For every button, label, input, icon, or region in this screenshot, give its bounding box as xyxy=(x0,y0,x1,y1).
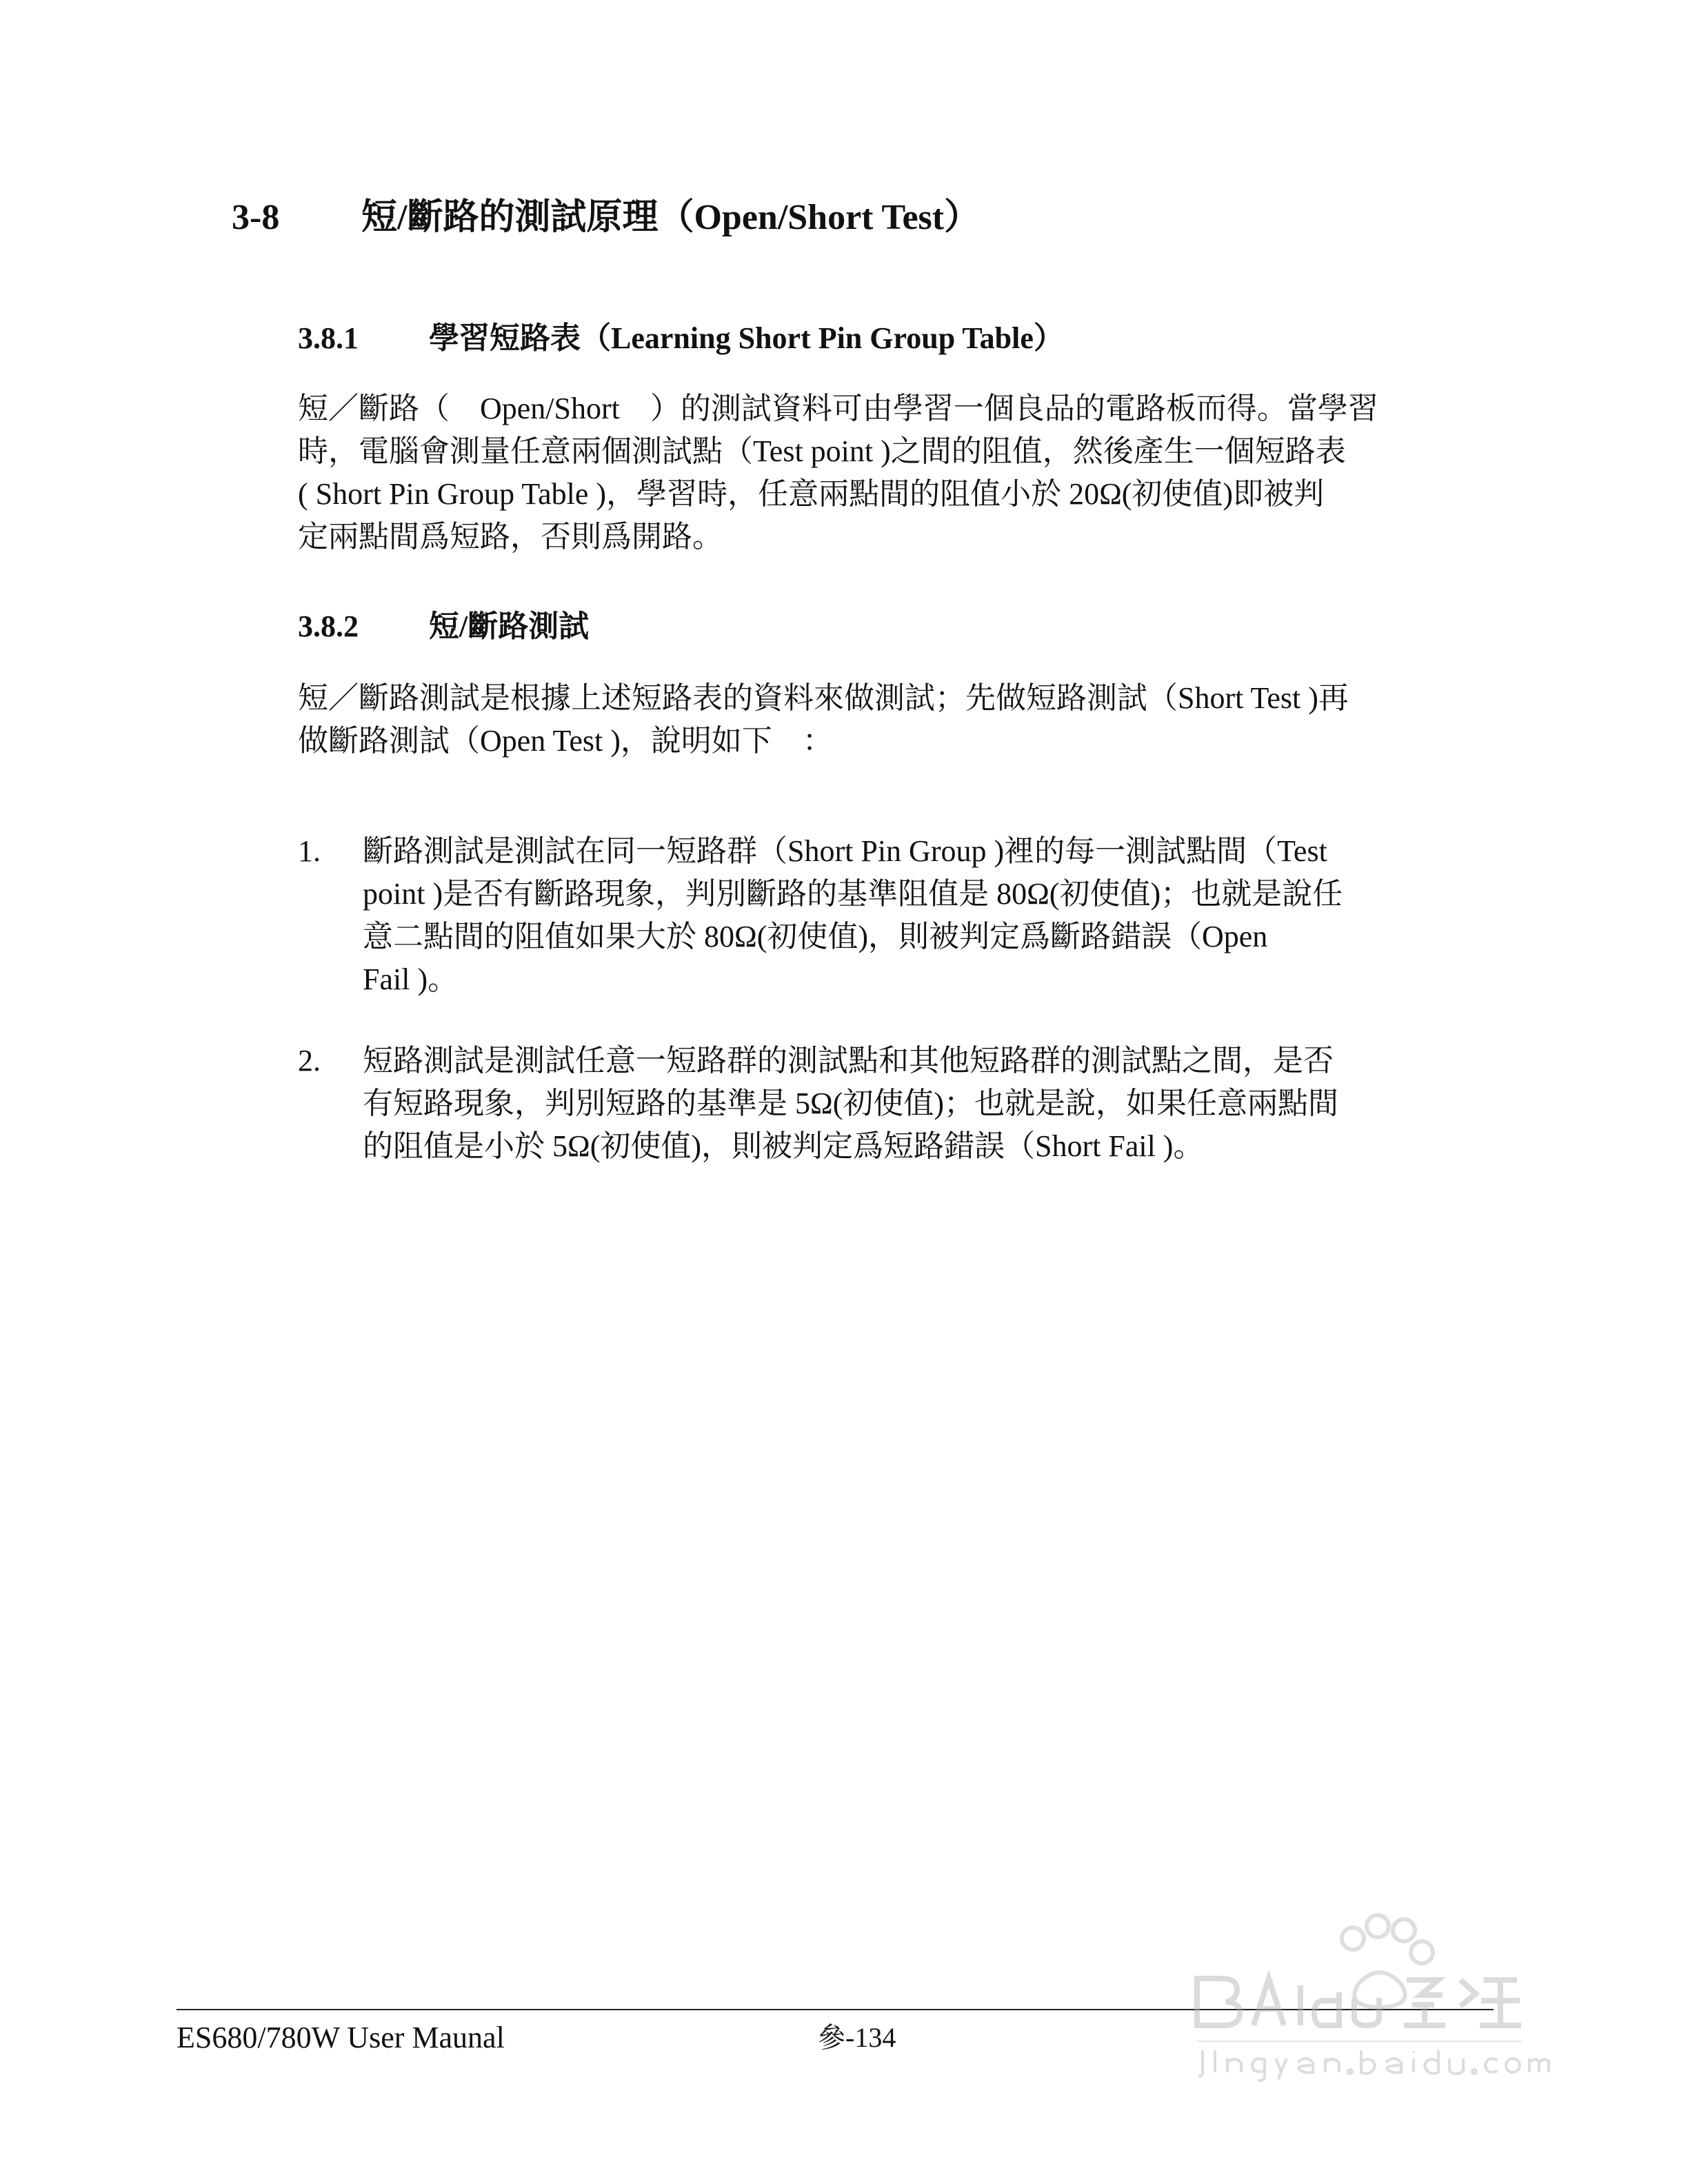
paragraph-line: 短／斷路（ Open/Short ）的測試資料可由學習一個良品的電路板而得。當學習 xyxy=(298,392,1378,425)
section-number: 3-8 xyxy=(232,198,280,237)
list-item-marker: 2. xyxy=(298,1044,321,1078)
subsection-heading-2 xyxy=(298,601,589,645)
list-item-line: 斷路測試是測試在同一短路群（Short Pin Group )裡的每一測試點間（Test xyxy=(363,834,1327,868)
subsection-number-2: 3.8.2 xyxy=(298,609,359,643)
paragraph-line: ( Short Pin Group Table )，學習時，任意兩點間的阻值小於 20Ω(初使值)即被判 xyxy=(298,477,1325,511)
subsection-title-2: 短/斷路測試 xyxy=(429,609,590,643)
list-item-line: 意二點間的阻值如果大於 80Ω(初使值)，則被判定爲斷路錯誤（Open xyxy=(363,920,1268,953)
paragraph-line: 時，電腦會測量任意兩個測試點（Test point )之間的阻值，然後產生一個短路表 xyxy=(298,434,1346,468)
section-heading xyxy=(232,188,980,239)
subsection-number-1: 3.8.1 xyxy=(298,321,359,355)
list-item-line: point )是否有斷路現象，判別斷路的基準阻值是 80Ω(初使值)；也就是說任 xyxy=(363,877,1343,911)
footer-page-number: 參-134 xyxy=(818,2022,896,2053)
list-item-marker: 1. xyxy=(298,834,321,868)
list-item-line: Fail )。 xyxy=(363,962,459,996)
paragraph-line: 做斷路測試（Open Test )，說明如下 ： xyxy=(298,724,833,758)
paragraph-line: 定兩點間爲短路，否則爲開路。 xyxy=(298,520,723,554)
list-item-body xyxy=(363,1040,1443,1168)
subsection-title-1: 學習短路表（Learning Short Pin Group Table） xyxy=(429,321,1064,355)
list-item-body xyxy=(363,830,1443,1001)
baidu-jingyan-watermark-logo xyxy=(1172,1903,1586,2082)
footer-manual-title: ES680/780W User Maunal xyxy=(177,2021,505,2054)
paragraph-test xyxy=(298,677,1443,762)
list-item-line: 的阻值是小於 5Ω(初使值)，則被判定爲短路錯誤（Short Fail )。 xyxy=(363,1129,1204,1163)
subsection-heading-1 xyxy=(298,313,1064,357)
paragraph-learning xyxy=(298,387,1443,558)
paragraph-line: 短／斷路測試是根據上述短路表的資料來做測試；先做短路測試（Short Test )再 xyxy=(298,681,1349,715)
list-item-line: 有短路現象，判別短路的基準是 5Ω(初使值)；也就是說，如果任意兩點間 xyxy=(363,1086,1339,1120)
section-title: 短/斷路的測試原理（Open/Short Test） xyxy=(361,198,981,237)
list-item-line: 短路測試是測試任意一短路群的測試點和其他短路群的測試點之間，是否 xyxy=(363,1044,1334,1078)
